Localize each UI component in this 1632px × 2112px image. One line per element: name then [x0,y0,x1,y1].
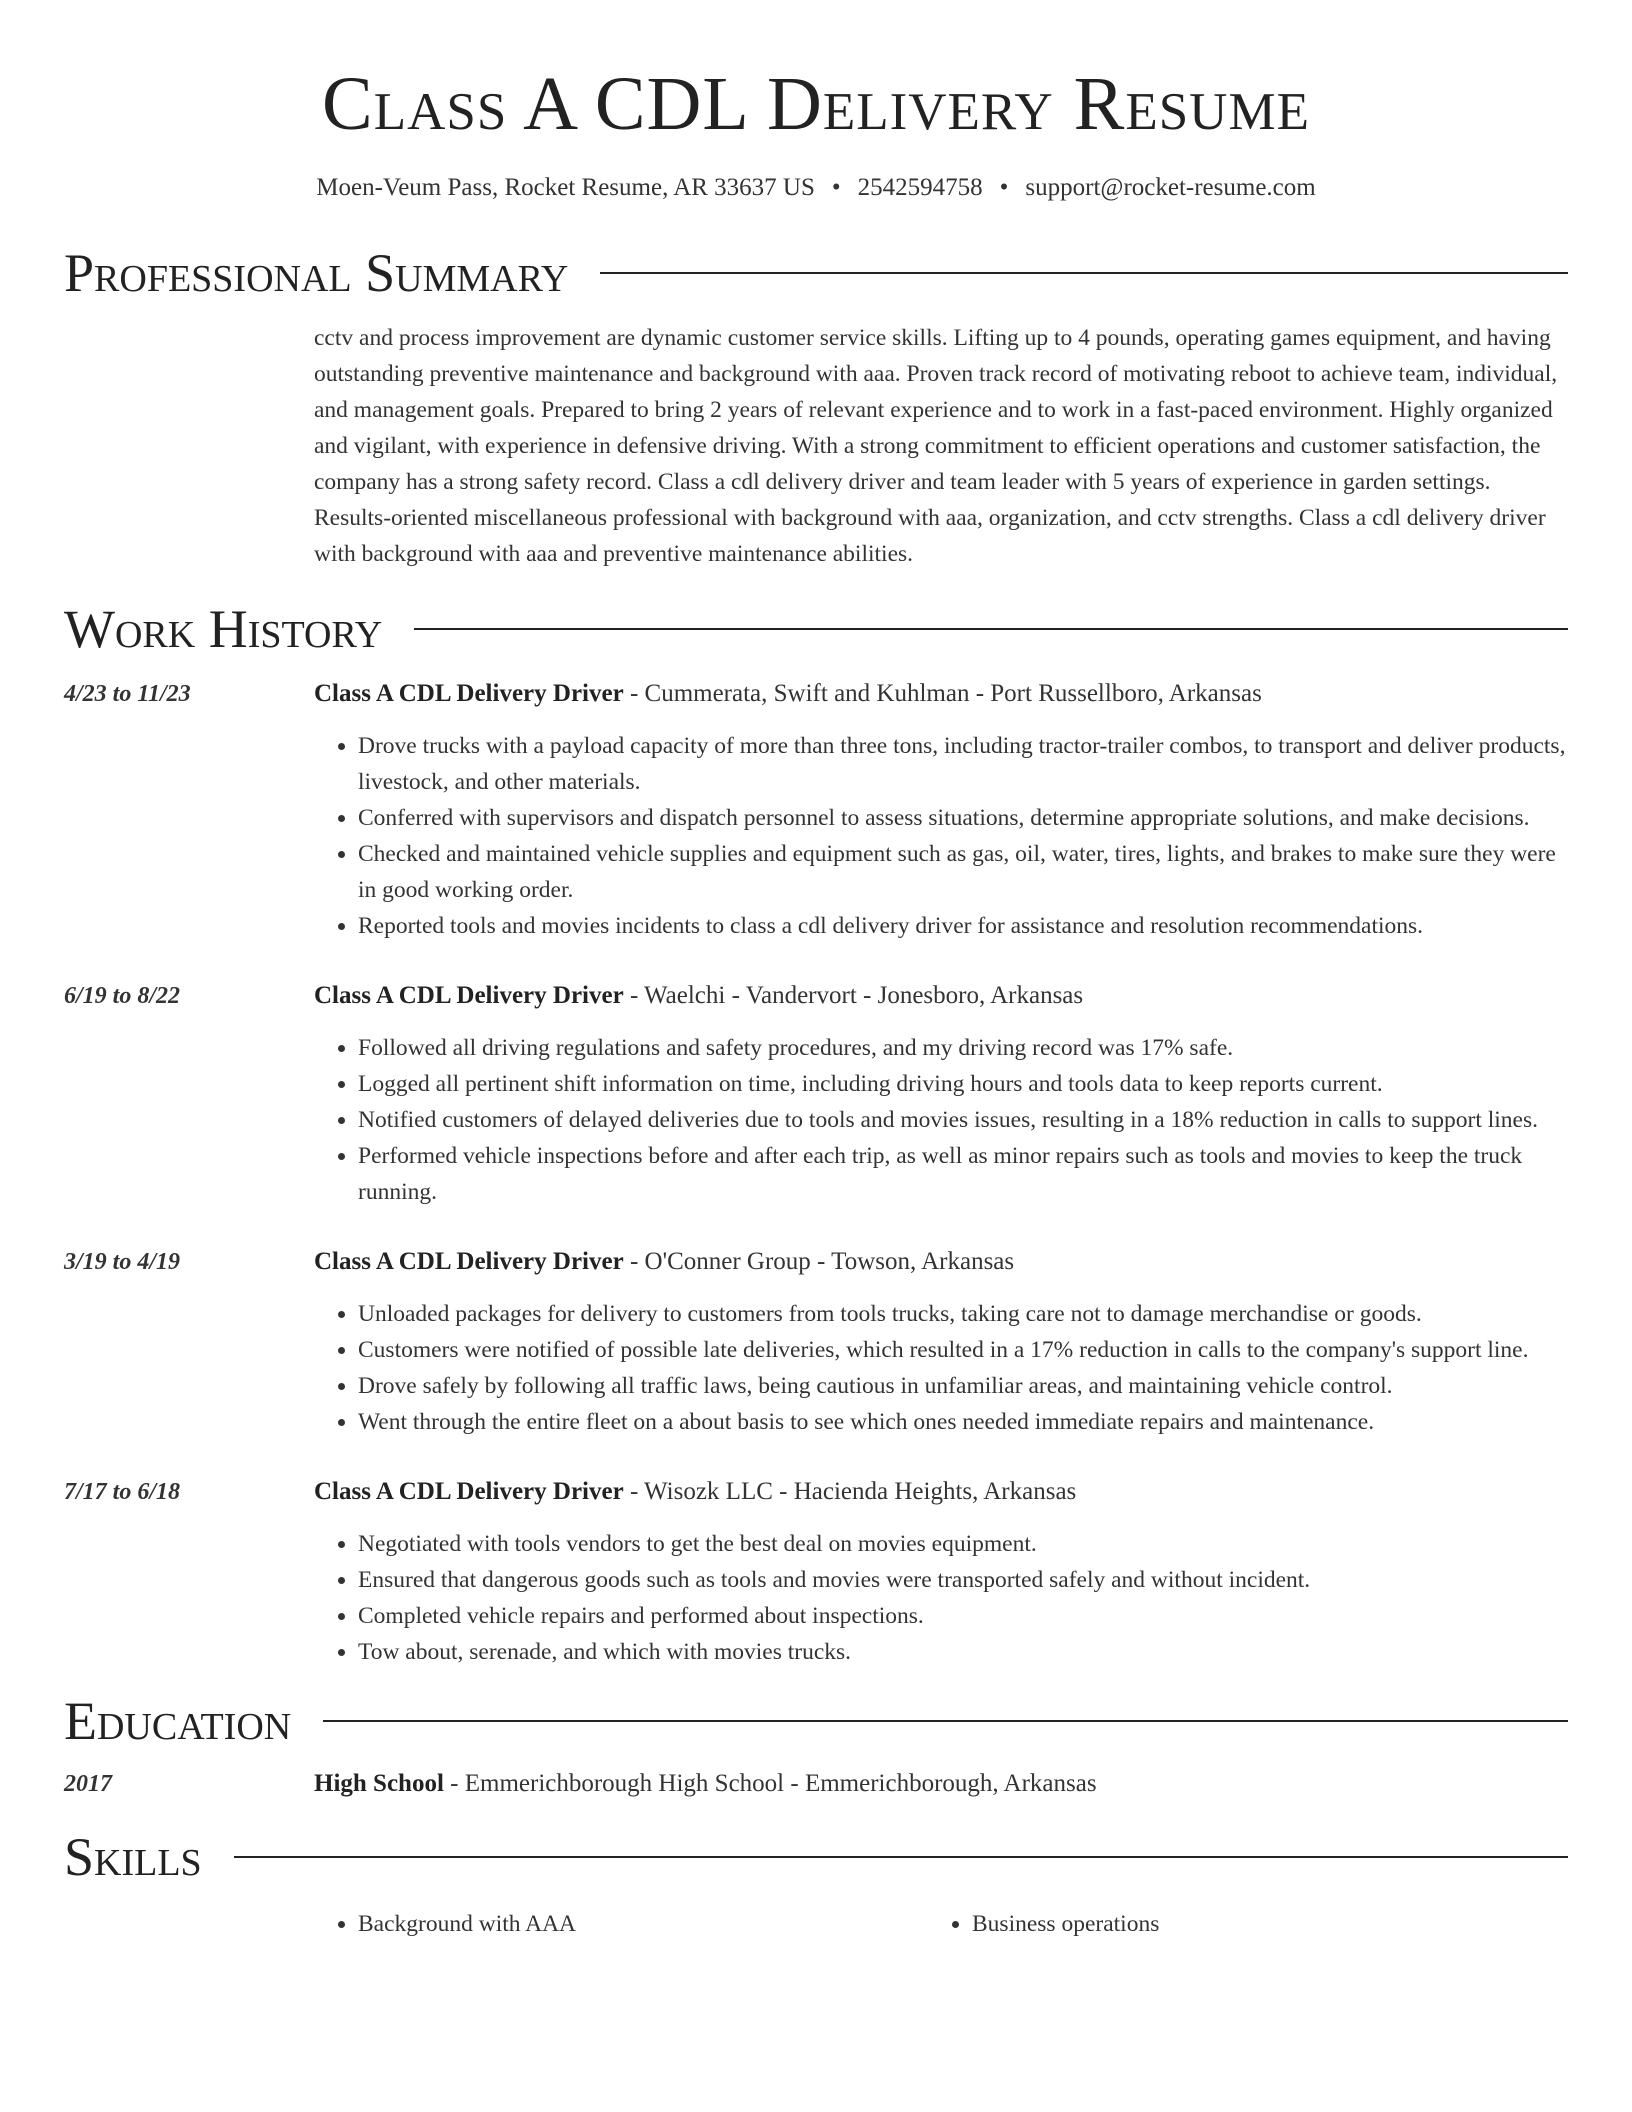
education-year: 2017 [64,1771,112,1797]
job-bullet: • Completed vehicle repairs and performed about inspections. [358,1598,1568,1634]
job-body [314,676,1568,944]
job-bullet: • Checked and maintained vehicle supplies and equipment such as gas, oil, water, tires, lights, and brakes to make sure they were in good working order. [358,836,1568,908]
job-position: Class A CDL Delivery Driver [314,680,624,707]
job-position: Class A CDL Delivery Driver [314,1248,624,1275]
job-bullets [314,1030,1568,1210]
contact-line [64,172,1568,204]
job-bullet: • Performed vehicle inspections before and after each trip, as well as minor repairs such as tools and movies to keep the truck running. [358,1138,1568,1210]
skill-item: • Background with AAA [358,1906,928,1942]
job-body [314,1244,1568,1440]
job-dates: 3/19 to 4/19 [64,1249,181,1275]
job-body [314,978,1568,1210]
resume-page [64,0,1568,1942]
summary-section-title: Professional Summary [64,243,569,303]
education-title-line [314,1766,1568,1802]
education-section-header [64,1692,1568,1750]
skills-section-title: Skills [64,1827,202,1887]
section-divider [414,628,1568,630]
job-bullets [314,728,1568,944]
section-divider [323,1720,1568,1722]
job-body [314,1474,1568,1670]
job-bullet: • Went through the entire fleet on a about basis to see which ones needed immediate repairs and maintenance. [358,1404,1568,1440]
contact-email: support@rocket-resume.com [1025,174,1316,201]
section-divider [600,272,1568,274]
education-section-title: Education [64,1691,292,1751]
job-bullet: • Negotiated with tools vendors to get the best deal on movies equipment. [358,1526,1568,1562]
education-degree: High School [314,1770,444,1797]
job-bullet: • Unloaded packages for delivery to customers from tools trucks, taking care not to damage merchandise or goods. [358,1296,1568,1332]
education-details: - Emmerichborough High School - Emmerichborough, Arkansas [443,1770,1097,1797]
education-entry [64,1766,1568,1802]
job-details: - O'Conner Group - Towson, Arkansas [623,1248,1015,1275]
job-entry [64,1244,1568,1440]
job-bullet: • Ensured that dangerous goods such as tools and movies were transported safely and without incident. [358,1562,1568,1598]
resume-title: Class A CDL Delivery Resume [322,62,1310,146]
job-bullet: • Followed all driving regulations and safety procedures, and my driving record was 17% safe. [358,1030,1568,1066]
skills-column-left [314,1906,928,1942]
job-details: - Waelchi - Vandervort - Jonesboro, Arkansas [623,982,1084,1009]
contact-phone: 2542594758 [857,174,983,201]
contact-separator: • [999,174,1009,201]
job-bullet: • Drove safely by following all traffic laws, being cautious in unfamiliar areas, and maintaining vehicle control. [358,1368,1568,1404]
job-bullets [314,1526,1568,1670]
work-section-title: Work History [64,599,383,659]
job-bullet: • Tow about, serenade, and which with movies trucks. [358,1634,1568,1670]
skills-list [314,1906,1568,1942]
job-dates: 4/23 to 11/23 [64,681,191,707]
job-bullet: • Logged all pertinent shift information on time, including driving hours and tools data to keep reports current. [358,1066,1568,1102]
summary-text: cctv and process improvement are dynamic customer service skills. Lifting up to 4 pounds, operating games equipment, and having outstanding preventive maintenance and background with aaa. Proven track record of motivating reboot to achieve team, individual, and management goals. Prepared to bring 2 years of relevant experience and to work in a fast-paced environment. Highly organized and vigilant, with experience in defensive driving. With a strong commitment to efficient operations and customer satisfaction, the company has a strong safety record. Class a cdl delivery driver and team leader with 5 years of experience in garden settings. Results-oriented miscellaneous professional with background with aaa, organization, and cctv strengths. Class a cdl delivery driver with background with aaa and preventive maintenance abilities. [314,325,1558,567]
job-entry [64,1474,1568,1670]
education-body [314,1766,1568,1802]
job-entry [64,978,1568,1210]
job-dates: 6/19 to 8/22 [64,983,181,1009]
job-position: Class A CDL Delivery Driver [314,982,624,1009]
job-bullet: • Drove trucks with a payload capacity of more than three tons, including tractor-trailer combos, to transport and deliver products, livestock, and other materials. [358,728,1568,800]
summary-section-header [64,244,1568,302]
job-details: - Cummerata, Swift and Kuhlman - Port Russellboro, Arkansas [623,680,1262,707]
job-details: - Wisozk LLC - Hacienda Heights, Arkansas [623,1478,1077,1505]
skill-item: • Business operations [972,1906,1542,1942]
job-title-line [314,1474,1568,1510]
job-bullet: • Reported tools and movies incidents to class a cdl delivery driver for assistance and resolution recommendations. [358,908,1568,944]
contact-address: Moen-Veum Pass, Rocket Resume, AR 33637 US [316,174,815,201]
job-bullet: • Notified customers of delayed deliveries due to tools and movies issues, resulting in a 18% reduction in calls to support lines. [358,1102,1568,1138]
job-dates: 7/17 to 6/18 [64,1479,181,1505]
job-bullet: • Conferred with supervisors and dispatch personnel to assess situations, determine appropriate solutions, and make decisions. [358,800,1568,836]
job-bullet: • Customers were notified of possible late deliveries, which resulted in a 17% reduction in calls to the company's support line. [358,1332,1568,1368]
skills-column-right [928,1906,1542,1942]
contact-separator: • [831,174,841,201]
job-position: Class A CDL Delivery Driver [314,1478,624,1505]
job-title-line [314,1244,1568,1280]
section-divider [234,1856,1568,1858]
skills-section-header [64,1828,1568,1886]
job-title-line [314,676,1568,712]
job-entry [64,676,1568,944]
work-section-header [64,600,1568,658]
job-bullets [314,1296,1568,1440]
job-title-line [314,978,1568,1014]
